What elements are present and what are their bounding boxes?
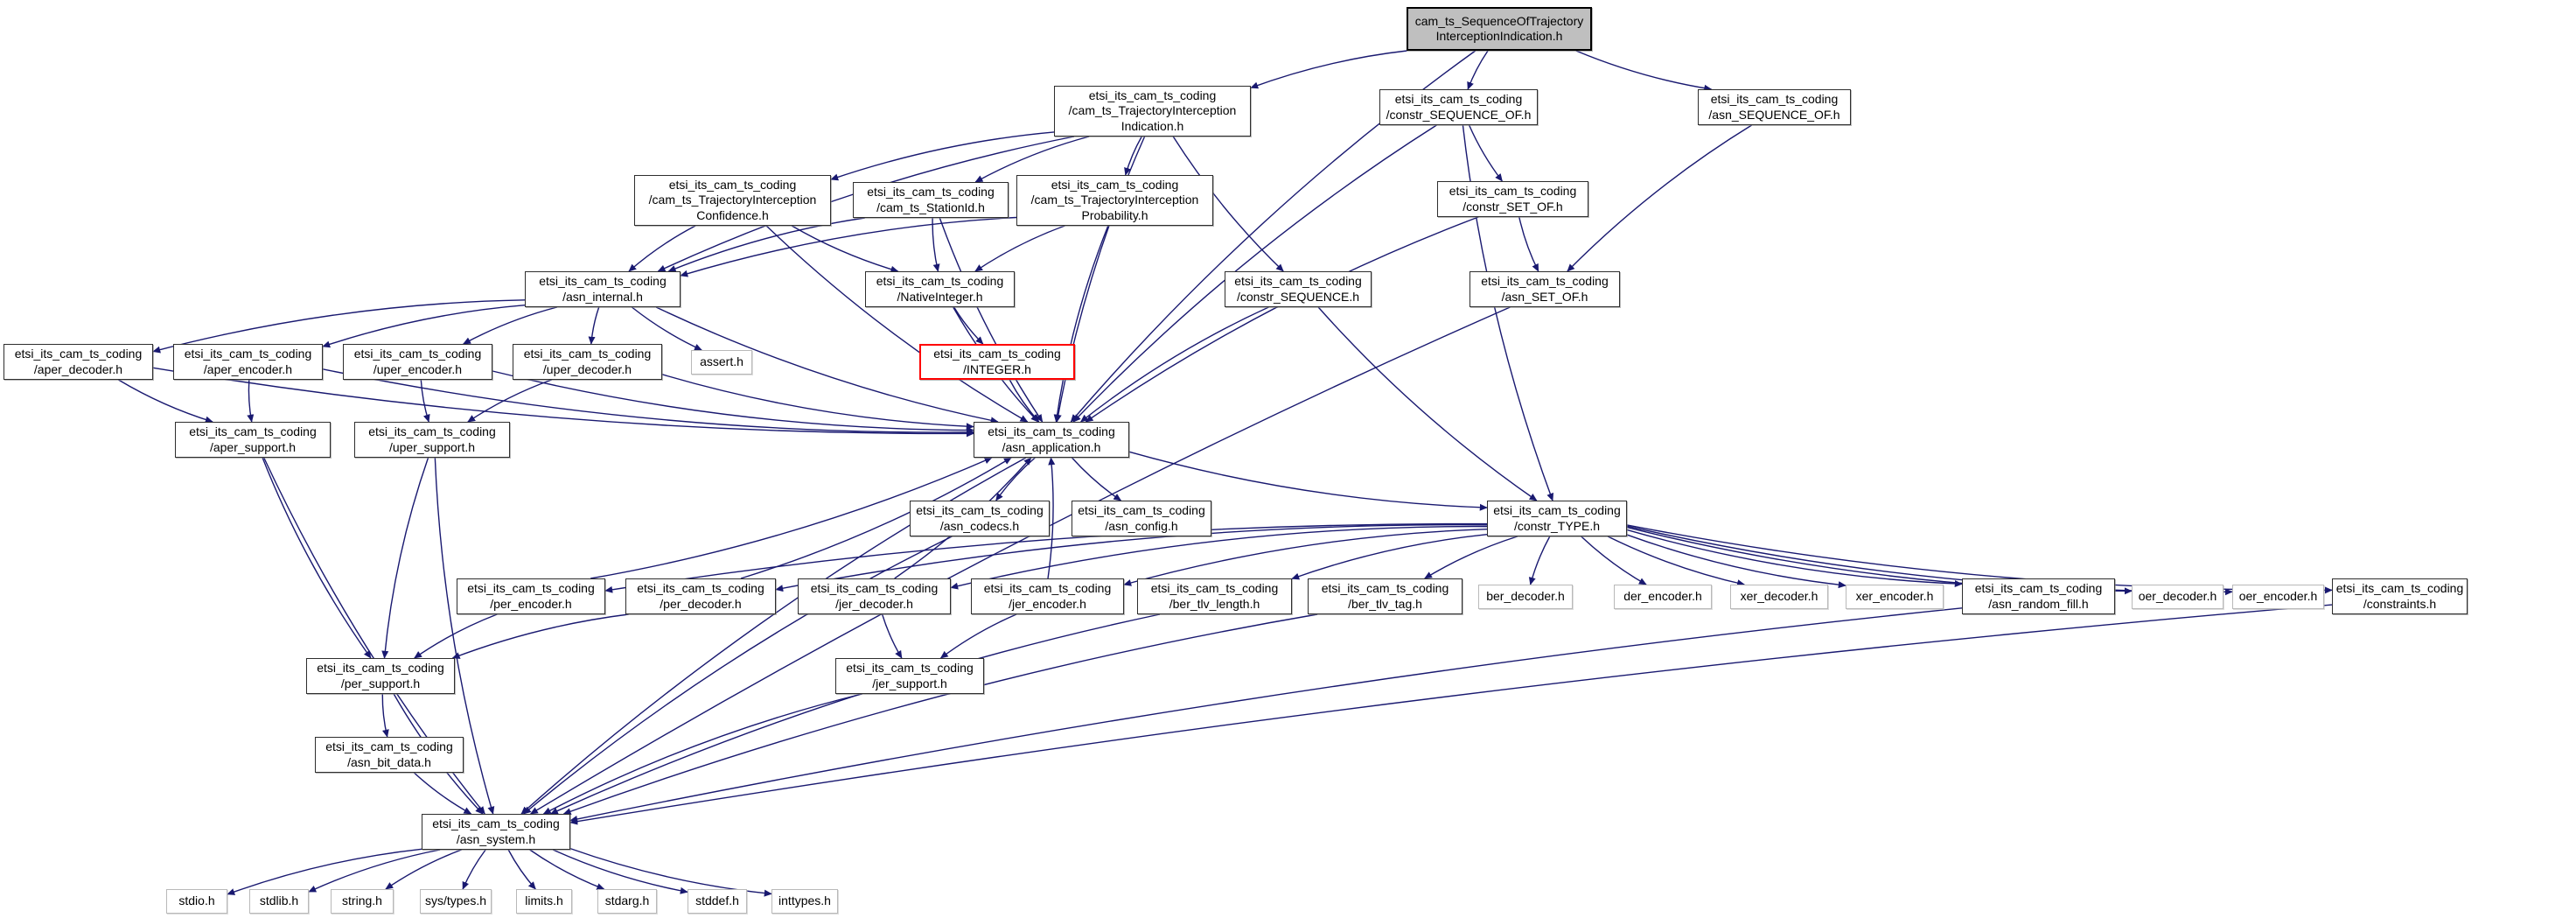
- edge-per_support-to-asn_bit_data: [382, 694, 387, 737]
- graph-node-uper_encoder[interactable]: [343, 344, 492, 380]
- edge-constr_type-to-ber_tlv_length: [1292, 535, 1487, 579]
- node-label-line: /per_encoder.h: [490, 596, 572, 611]
- node-label-line: /asn_SET_OF.h: [1501, 289, 1588, 304]
- node-label-line: /aper_encoder.h: [203, 361, 293, 376]
- node-label-line: stddef.h: [695, 893, 739, 908]
- edge-asn_system-to-stdio: [227, 849, 422, 894]
- node-label-line: /jer_encoder.h: [1009, 596, 1086, 611]
- edge-constr_type-to-xer_encoder: [1627, 535, 1846, 585]
- node-label-line: etsi_its_cam_ts_coding: [523, 347, 652, 361]
- graph-node-oer_decoder: [2132, 585, 2223, 609]
- edge-ber_tlv_length-to-asn_system: [551, 614, 1160, 814]
- graph-node-asn_system[interactable]: [422, 814, 570, 850]
- edge-asn_internal-to-aper_encoder: [323, 305, 525, 347]
- edge-asn_random_fill-to-asn_system: [570, 608, 1962, 821]
- edge-asn_bit_data-to-asn_system: [414, 773, 471, 814]
- node-label-line: etsi_its_cam_ts_coding: [1493, 503, 1621, 518]
- edge-constr_type-to-jer_encoder: [1124, 529, 1487, 585]
- node-label-line: etsi_its_cam_ts_coding: [1710, 92, 1839, 107]
- node-label-line: etsi_its_cam_ts_coding: [668, 178, 797, 193]
- graph-node-integer[interactable]: [919, 344, 1075, 380]
- edge-constr_set_of-to-asn_set_of: [1519, 217, 1539, 271]
- edge-constr_type-to-xer_decoder: [1608, 536, 1744, 585]
- edge-uper_decoder-to-asn_application: [662, 375, 974, 427]
- graph-node-constraints[interactable]: [2332, 578, 2468, 614]
- node-label-line: /asn_bit_data.h: [347, 754, 431, 769]
- node-label-line: etsi_its_cam_ts_coding: [810, 581, 939, 596]
- graph-node-constr_seq_of[interactable]: [1379, 89, 1538, 125]
- edge-uper_support-to-per_support: [384, 458, 428, 658]
- node-label-line: /ber_tlv_length.h: [1169, 596, 1260, 611]
- graph-node-uper_support[interactable]: [354, 422, 510, 458]
- edge-ber_tlv_tag-to-asn_system: [563, 614, 1317, 814]
- edge-tii_ind-to-tii_conf: [831, 132, 1054, 179]
- edge-asn_system-to-limits: [508, 850, 535, 889]
- node-label-line: /INTEGER.h: [963, 361, 1031, 376]
- node-label-line: etsi_its_cam_ts_coding: [467, 581, 595, 596]
- edge-tii_ind-to-tii_prob: [1126, 137, 1142, 175]
- graph-node-constr_type[interactable]: [1487, 501, 1627, 536]
- graph-node-asn_config[interactable]: [1072, 501, 1211, 536]
- node-label-line: /asn_application.h: [1002, 439, 1101, 454]
- node-label-line: etsi_its_cam_ts_coding: [353, 347, 482, 361]
- node-label-line: InterceptionIndication.h: [1435, 29, 1563, 43]
- node-label-line: assert.h: [700, 354, 743, 369]
- node-label-line: string.h: [342, 893, 382, 908]
- graph-node-constr_seq[interactable]: [1225, 271, 1372, 307]
- graph-node-per_encoder[interactable]: [457, 578, 605, 614]
- node-label-line: Indication.h: [1120, 118, 1184, 133]
- graph-node-limits: [516, 889, 572, 914]
- graph-node-asn_bit_data[interactable]: [315, 737, 464, 773]
- edge-asn_system-to-stddef: [553, 850, 688, 892]
- node-label-line: /constr_SET_OF.h: [1463, 199, 1563, 214]
- edge-per_decoder-to-per_support: [452, 614, 628, 658]
- graph-node-asn_application[interactable]: [974, 422, 1129, 458]
- node-label-line: cam_ts_SequenceOfTrajectory: [1414, 13, 1584, 28]
- graph-node-assert_h: [691, 350, 752, 375]
- node-label-line: stdio.h: [178, 893, 215, 908]
- graph-node-per_decoder[interactable]: [625, 578, 776, 614]
- node-label-line: etsi_its_cam_ts_coding: [325, 739, 453, 754]
- node-label-line: /constr_TYPE.h: [1513, 518, 1601, 533]
- node-label-line: etsi_its_cam_ts_coding: [876, 274, 1004, 289]
- node-label-line: sys/types.h: [424, 893, 487, 908]
- edge-aper_encoder-to-aper_support: [248, 380, 251, 422]
- node-label-line: etsi_its_cam_ts_coding: [1150, 581, 1279, 596]
- node-label-line: /uper_support.h: [388, 439, 476, 454]
- graph-node-asn_seq_of[interactable]: [1698, 89, 1851, 125]
- graph-node-asn_codecs[interactable]: [910, 501, 1050, 536]
- edge-tii_conf-to-asn_application: [766, 226, 1028, 422]
- node-label-line: etsi_its_cam_ts_coding: [1088, 88, 1217, 103]
- graph-node-ber_tlv_length[interactable]: [1137, 578, 1292, 614]
- graph-node-root: [1407, 7, 1592, 51]
- node-label-line: etsi_its_cam_ts_coding: [1394, 92, 1523, 107]
- node-label-line: etsi_its_cam_ts_coding: [189, 424, 317, 439]
- graph-node-constr_set_of[interactable]: [1437, 181, 1588, 217]
- edge-constr_set_of-to-asn_application: [1086, 217, 1478, 422]
- edge-constraints-to-asn_system: [570, 605, 2332, 823]
- edge-asn_application-to-constr_type: [1129, 452, 1487, 508]
- node-label-line: /uper_decoder.h: [542, 361, 632, 376]
- node-label-line: etsi_its_cam_ts_coding: [933, 347, 1061, 361]
- node-label-line: etsi_its_cam_ts_coding: [1051, 178, 1179, 193]
- node-label-line: etsi_its_cam_ts_coding: [846, 661, 974, 676]
- graph-node-inttypes: [771, 889, 838, 914]
- graph-node-stddef: [688, 889, 747, 914]
- node-label-line: etsi_its_cam_ts_coding: [184, 347, 312, 361]
- graph-node-tii_conf[interactable]: [634, 175, 831, 226]
- node-label-line: etsi_its_cam_ts_coding: [1234, 274, 1362, 289]
- graph-node-asn_set_of[interactable]: [1470, 271, 1620, 307]
- graph-node-tii_ind[interactable]: [1054, 86, 1251, 137]
- edge-station_id-to-asn_application: [939, 218, 1042, 422]
- graph-node-aper_encoder[interactable]: [173, 344, 323, 380]
- edge-native_int-to-integer: [954, 307, 983, 344]
- node-label-line: /jer_decoder.h: [835, 596, 913, 611]
- edge-asn_internal-to-uper_decoder: [591, 307, 599, 344]
- node-label-line: der_encoder.h: [1623, 589, 1702, 604]
- graph-node-tii_prob[interactable]: [1016, 175, 1213, 226]
- node-label-line: /asn_SEQUENCE_OF.h: [1708, 107, 1840, 122]
- graph-node-asn_random_fill[interactable]: [1962, 578, 2115, 614]
- node-label-line: etsi_its_cam_ts_coding: [2335, 581, 2464, 596]
- edge-uper_decoder-to-uper_support: [468, 380, 552, 422]
- edge-integer-to-asn_application: [1009, 380, 1038, 422]
- node-label-line: /asn_random_fill.h: [1988, 596, 2089, 611]
- node-label-line: etsi_its_cam_ts_coding: [1974, 581, 2103, 596]
- node-label-line: etsi_its_cam_ts_coding: [539, 274, 667, 289]
- edge-constr_type-to-ber_tlv_tag: [1425, 536, 1518, 578]
- node-label-line: /cam_ts_StationId.h: [876, 200, 985, 214]
- node-label-line: limits.h: [525, 893, 563, 908]
- graph-node-oer_encoder: [2232, 585, 2324, 609]
- edge-asn_internal-to-uper_encoder: [464, 307, 557, 344]
- edge-asn_seq_of-to-asn_set_of: [1567, 125, 1752, 271]
- graph-node-stdio: [166, 889, 227, 914]
- node-label-line: /cam_ts_TrajectoryInterception: [648, 193, 817, 207]
- node-label-line: etsi_its_cam_ts_coding: [1481, 274, 1609, 289]
- node-label-line: /asn_codecs.h: [939, 518, 1020, 533]
- node-label-line: inttypes.h: [778, 893, 831, 908]
- node-label-line: etsi_its_cam_ts_coding: [317, 661, 444, 676]
- edge-constr_type-to-asn_random_fill: [1627, 529, 1962, 584]
- edge-jer_decoder-to-jer_support: [883, 614, 902, 658]
- graph-node-per_support[interactable]: [306, 658, 455, 694]
- edge-constr_seq-to-constr_type: [1318, 307, 1537, 501]
- node-label-line: /per_decoder.h: [660, 596, 742, 611]
- edge-asn_system-to-sys_types: [463, 850, 485, 889]
- node-label-line: Probability.h: [1081, 207, 1148, 222]
- node-label-line: /asn_system.h: [456, 831, 536, 846]
- edge-asn_system-to-string: [386, 850, 462, 889]
- graph-node-stdarg: [597, 889, 657, 914]
- graph-node-stdlib: [249, 889, 309, 914]
- node-label-line: etsi_its_cam_ts_coding: [1078, 503, 1205, 518]
- node-label-line: etsi_its_cam_ts_coding: [1321, 581, 1449, 596]
- node-label-line: /NativeInteger.h: [897, 289, 983, 304]
- node-label-line: /uper_encoder.h: [373, 361, 463, 376]
- graph-node-native_int[interactable]: [865, 271, 1015, 307]
- graph-node-aper_support[interactable]: [175, 422, 331, 458]
- edge-tii_prob-to-native_int: [975, 226, 1065, 271]
- node-label-line: /cam_ts_TrajectoryInterception: [1030, 193, 1199, 207]
- graph-node-xer_decoder: [1730, 585, 1828, 609]
- node-label-line: /asn_config.h: [1105, 518, 1178, 533]
- graph-node-aper_decoder[interactable]: [3, 344, 153, 380]
- node-label-line: /aper_decoder.h: [33, 361, 123, 376]
- node-label-line: stdarg.h: [604, 893, 650, 908]
- node-label-line: /cam_ts_TrajectoryInterception: [1068, 103, 1237, 118]
- edge-root-to-tii_ind: [1251, 51, 1407, 88]
- node-label-line: oer_decoder.h: [2138, 589, 2217, 604]
- node-label-line: etsi_its_cam_ts_coding: [1449, 184, 1577, 199]
- edge-asn_application-to-asn_config: [1072, 458, 1120, 501]
- node-label-line: etsi_its_cam_ts_coding: [368, 424, 496, 439]
- edge-constr_type-to-der_encoder: [1581, 536, 1646, 585]
- graph-node-xer_encoder: [1846, 585, 1944, 609]
- node-label-line: ber_decoder.h: [1486, 589, 1565, 604]
- edge-tii_prob-to-asn_application: [1056, 226, 1107, 422]
- graph-node-ber_tlv_tag[interactable]: [1308, 578, 1463, 614]
- node-label-line: /constr_SEQUENCE.h: [1236, 289, 1360, 304]
- graph-node-jer_decoder[interactable]: [798, 578, 951, 614]
- edge-tii_prob-to-asn_internal: [681, 218, 1016, 277]
- node-label-line: /jer_support.h: [872, 676, 947, 690]
- node-label-line: xer_encoder.h: [1855, 589, 1934, 604]
- node-label-line: /constr_SEQUENCE_OF.h: [1386, 107, 1532, 122]
- node-label-line: /aper_support.h: [209, 439, 297, 454]
- edge-constr_type-to-ber_decoder: [1531, 536, 1550, 585]
- node-label-line: etsi_its_cam_ts_coding: [988, 424, 1115, 439]
- graph-node-string: [331, 889, 394, 914]
- node-label-line: etsi_its_cam_ts_coding: [637, 581, 764, 596]
- node-label-line: /ber_tlv_tag.h: [1348, 596, 1422, 611]
- node-label-line: xer_decoder.h: [1740, 589, 1819, 604]
- edge-root-to-asn_seq_of: [1576, 51, 1712, 89]
- graph-node-uper_decoder[interactable]: [513, 344, 662, 380]
- node-label-line: etsi_its_cam_ts_coding: [867, 185, 995, 200]
- node-label-line: etsi_its_cam_ts_coding: [432, 816, 560, 831]
- graph-node-sys_types: [420, 889, 492, 914]
- node-label-line: /per_support.h: [340, 676, 421, 690]
- node-label-line: stdlib.h: [259, 893, 299, 908]
- graph-node-ber_decoder: [1478, 585, 1573, 609]
- edge-constr_seq_of-to-constr_set_of: [1470, 125, 1503, 181]
- graph-node-der_encoder: [1614, 585, 1712, 609]
- edge-uper_encoder-to-uper_support: [421, 380, 429, 422]
- graph-node-jer_support[interactable]: [835, 658, 984, 694]
- graph-node-jer_encoder[interactable]: [971, 578, 1124, 614]
- node-label-line: oer_encoder.h: [2238, 589, 2318, 604]
- node-label-line: Confidence.h: [696, 207, 769, 222]
- graph-node-station_id[interactable]: [853, 182, 1009, 218]
- graph-node-asn_internal[interactable]: [525, 271, 681, 307]
- edge-aper_decoder-to-aper_support: [118, 380, 213, 422]
- node-label-line: etsi_its_cam_ts_coding: [983, 581, 1112, 596]
- edge-root-to-constr_seq_of: [1468, 51, 1488, 89]
- node-label-line: etsi_its_cam_ts_coding: [14, 347, 143, 361]
- node-label-line: etsi_its_cam_ts_coding: [916, 503, 1044, 518]
- edge-station_id-to-native_int: [932, 218, 938, 271]
- node-label-line: /constraints.h: [2363, 596, 2437, 611]
- node-label-line: /asn_internal.h: [562, 289, 643, 304]
